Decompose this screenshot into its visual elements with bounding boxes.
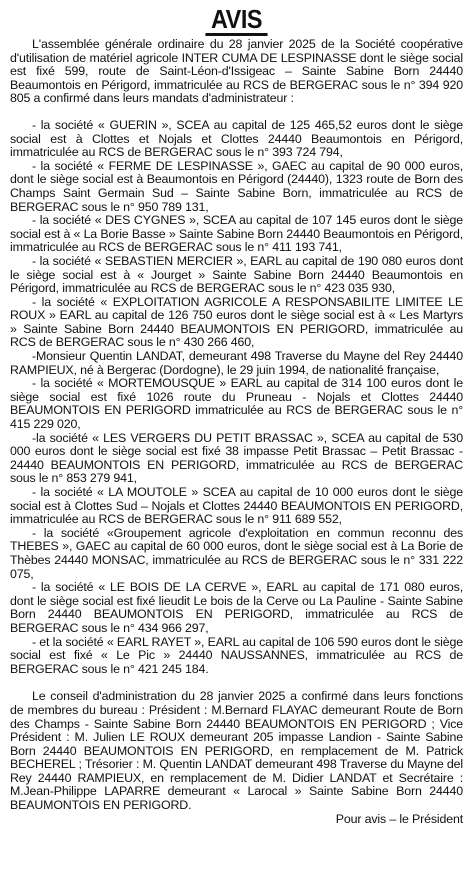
board-paragraph: Le conseil d'administration du 28 janvier 2025 a confirmé dans leurs fonctions de membres du bureau : Président : M.Bernard FLAYAC demeurant Route de Born des Champs - Sainte Sabine Born 24440 BEAUMONTOIS EN PERIGORD ; Vice Président : M. Julien LE ROUX demeurant 205 impasse Landion - Sainte Sabine Born 24440 BEAUMONTOIS EN PERIGORD, en remplacement de M. Patrick BECHEREL ; Trésorier : M. Quentin LANDAT demeurant 498 Traverse du Mayne del Rey 24440 RAMPIEUX, en remplacement de M. Didier LANDAT et Secrétaire : M.Jean-Philippe LAPARRE demeurant « Larocal » Sainte Sabine Born 24440 BEAUMONTOIS EN PERIGORD. bbox=[10, 689, 463, 813]
mandate-bois-de-la-cerve: - la société « LE BOIS DE LA CERVE », EARL au capital de 171 080 euros, dont le siège social est fixé lieudit Le bois de la Cerve ou La Pauline - Sainte Sabine Born 24440 BEAUMONTOIS EN PERIGORD, immatriculée au RCS de BERGERAC sous le n° 434 966 297, bbox=[10, 580, 463, 635]
intro-paragraph: L'assemblée générale ordinaire du 28 janvier 2025 de la Société coopérative d'utilisation de matériel agricole INTER CUMA DE LESPINASSE dont le siège social est fixé 599, route de Saint-Léon-d'Issigeac – Sainte Sabine Born 24440 Beaumontois en Périgord, immatriculée au RCS de BERGERAC sous le n° 394 920 805 a confirmé dans leurs mandats d'administrateur : bbox=[10, 37, 463, 106]
mandate-la-moutole: - la société « LA MOUTOLE » SCEA au capital de 10 000 euros dont le siège social est à Clottes Sud – Nojals et Clottes 24440 BEAUMONTOIS EN PERIGORD, immatriculée au RCS de BERGERAC sous le n° 911 689 552, bbox=[10, 485, 463, 527]
mandate-ferme-de-lespinasse: - la société « FERME DE LESPINASSE », GAEC au capital de 90 000 euros, dont le siège social est à Beaumontois en Périgord (24440), 1323 route de Born des Champs Saint Germain Sud – Sainte Sabine Born, immatriculée au RCS de BERGERAC sous le n° 950 789 131, bbox=[10, 158, 463, 214]
mandate-quentin-landat: -Monsieur Quentin LANDAT, demeurant 498 Traverse du Mayne del Rey 24440 RAMPIEUX, né à Bergerac (Dordogne), le 29 juin 1994, de nationalité française, bbox=[10, 349, 463, 377]
notice-title-text: AVIS bbox=[206, 6, 268, 36]
mandate-vergers-petit-brassac: -la société « LES VERGERS DU PETIT BRASSAC », SCEA au capital de 530 000 euros dont le siège social est fixé 38 impasse Petit Brassac – Petit Brassac - 24440 BEAUMONTOIS EN PERIGORD, immatriculée au RCS de BERGERAC sous le n° 853 279 941, bbox=[10, 430, 463, 486]
signature: Pour avis – le Président bbox=[335, 811, 463, 826]
paragraph-spacer bbox=[10, 676, 463, 690]
mandate-earl-rayet: - et la société « EARL RAYET », EARL au capital de 106 590 euros dont le siège social est fixé « Le Pic » 24440 NAUSSANNES, immatriculée au RCS de BERGERAC sous le n° 421 245 184. bbox=[10, 634, 463, 676]
mandate-guerin: - la société « GUERIN », SCEA au capital de 125 465,52 euros dont le siège social est à Clottes et Nojals et Clottes 24440 Beaumontois en Périgord, immatriculée au RCS de BERGERAC sous le n° 393 724 794, bbox=[10, 117, 463, 160]
mandate-des-cygnes: - la société « DES CYGNES », SCEA au capital de 107 145 euros dont le siège social est à « La Borie Basse » Sainte Sabine Born 24440 Beaumontois en Périgord, immatriculée au RCS de BERGERAC sous le n° 411 193 741, bbox=[10, 213, 463, 255]
mandate-sebastien-mercier: - la société « SEBASTIEN MERCIER », EARL au capital de 190 080 euros dont le siège social est à « Jourget » Sainte Sabine Born 24440 Beaumontois en Périgord, immatriculée au RCS de BERGERAC sous le n° 423 035 930, bbox=[10, 253, 463, 296]
mandate-mortemousque: - la société « MORTEMOUSQUE » EARL au capital de 314 100 euros dont le siège social est fixé 1026 route du Pruneau - Nojals et Clottes 24440 BEAUMONTOIS EN PERIGORD immatriculée au RCS de BERGERAC sous le n° 415 229 020, bbox=[10, 376, 463, 432]
mandate-thebes: - la société «Groupement agricole d'exploitation en commun reconnu des THEBES », GAEC au capital de 60 000 euros, dont le siège social est à La Borie de Thèbes 24440 MONSAC, immatriculée au RCS de BERGERAC sous le n° 331 222 075, bbox=[10, 525, 463, 581]
notice-title bbox=[33, 6, 441, 36]
mandate-le-roux: - la société « EXPLOITATION AGRICOLE A RESPONSABILITE LIMITEE LE ROUX » EARL au capital de 126 750 euros dont le siège social est à « Les Martyrs » Sainte Sabine Born 24440 BEAUMONTOIS EN PERIGORD, immatriculée au RCS de BERGERAC sous le n° 430 266 460, bbox=[10, 294, 463, 350]
